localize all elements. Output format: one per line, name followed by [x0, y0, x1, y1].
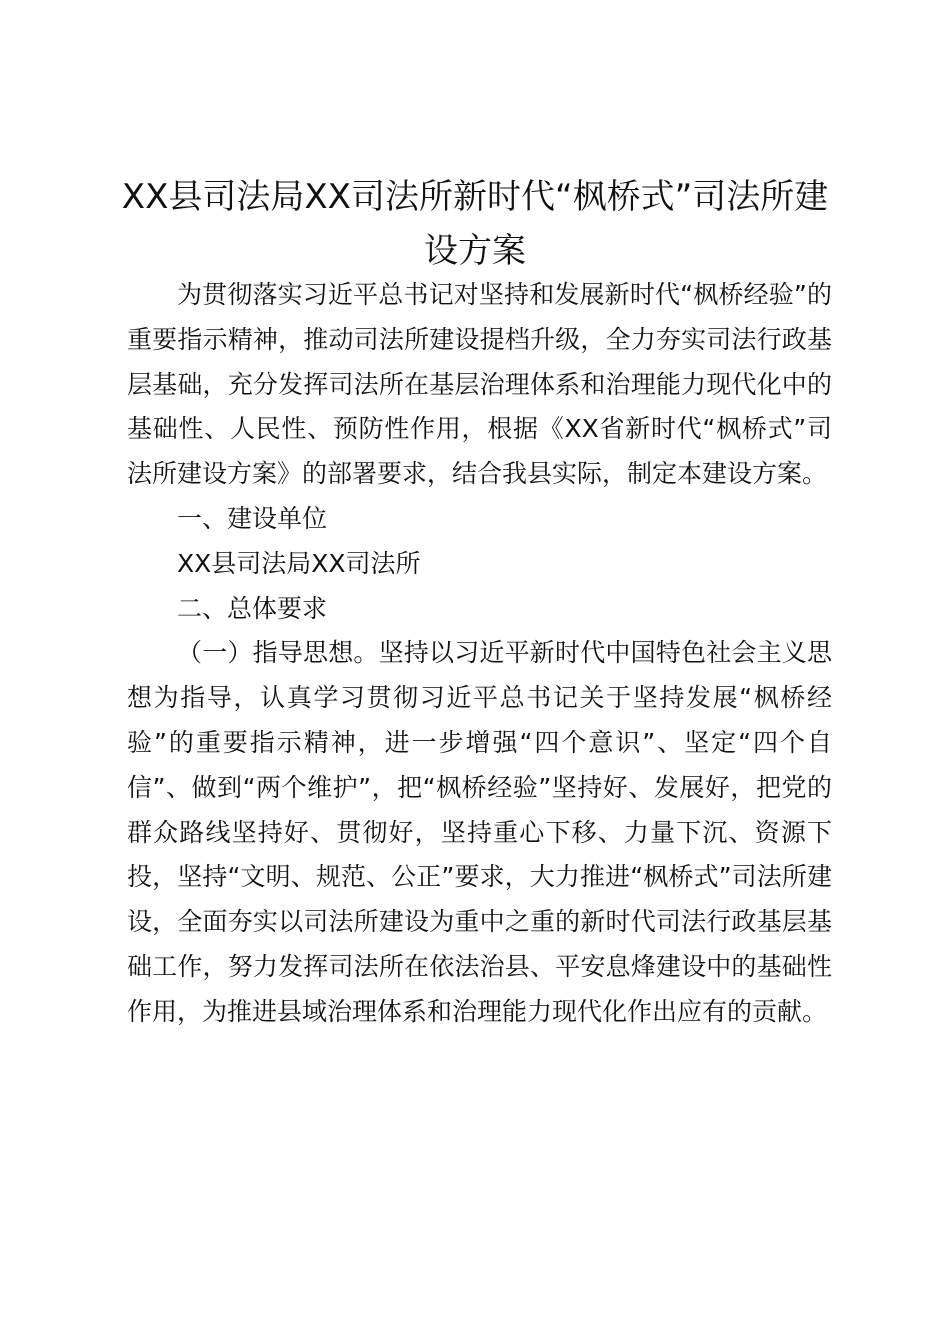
guiding-thought-paragraph: （一）指导思想。坚持以习近平新时代中国特色社会主义思想为指导，认真学习贯彻习近平总书记关于坚持发展“枫桥经验”的重要指示精神，进一步增强“四个意识”、坚定“四个自信”、做到“两个维护”，把“枫桥经验”坚持好、发展好，把党的群众路线坚持好、贯彻好，坚持重心下移、力量下沉、资源下投，坚持“文明、规范、公正”要求，大力推进“枫桥式”司法所建设，全面夯实以司法所建设为重中之重的新时代司法行政基层基础工作，努力发挥司法所在依法治县、平安息烽建设中的基础性作用，为推进县域治理体系和治理能力现代化作出应有的贡献。 [127, 638, 832, 1026]
document-title: XX县司法局XX司法所新时代“枫桥式”司法所建设方案 [121, 177, 829, 271]
intro-paragraph: 为贯彻落实习近平总书记对坚持和发展新时代“枫桥经验”的重要指示精神，推动司法所建设提档升级，全力夯实司法行政基层基础，充分发挥司法所在基层治理体系和治理能力现代化中的基础性、人民性、预防性作用，根据《XX省新时代“枫桥式”司法所建设方案》的部署要求，结合我县实际，制定本建设方案。 [127, 280, 832, 489]
document-body [127, 273, 832, 1035]
unit-name-paragraph: XX县司法局XX司法所 [177, 548, 421, 578]
section-heading-2: 二、总体要求 [177, 593, 328, 623]
section-heading-1: 一、建设单位 [177, 503, 328, 533]
